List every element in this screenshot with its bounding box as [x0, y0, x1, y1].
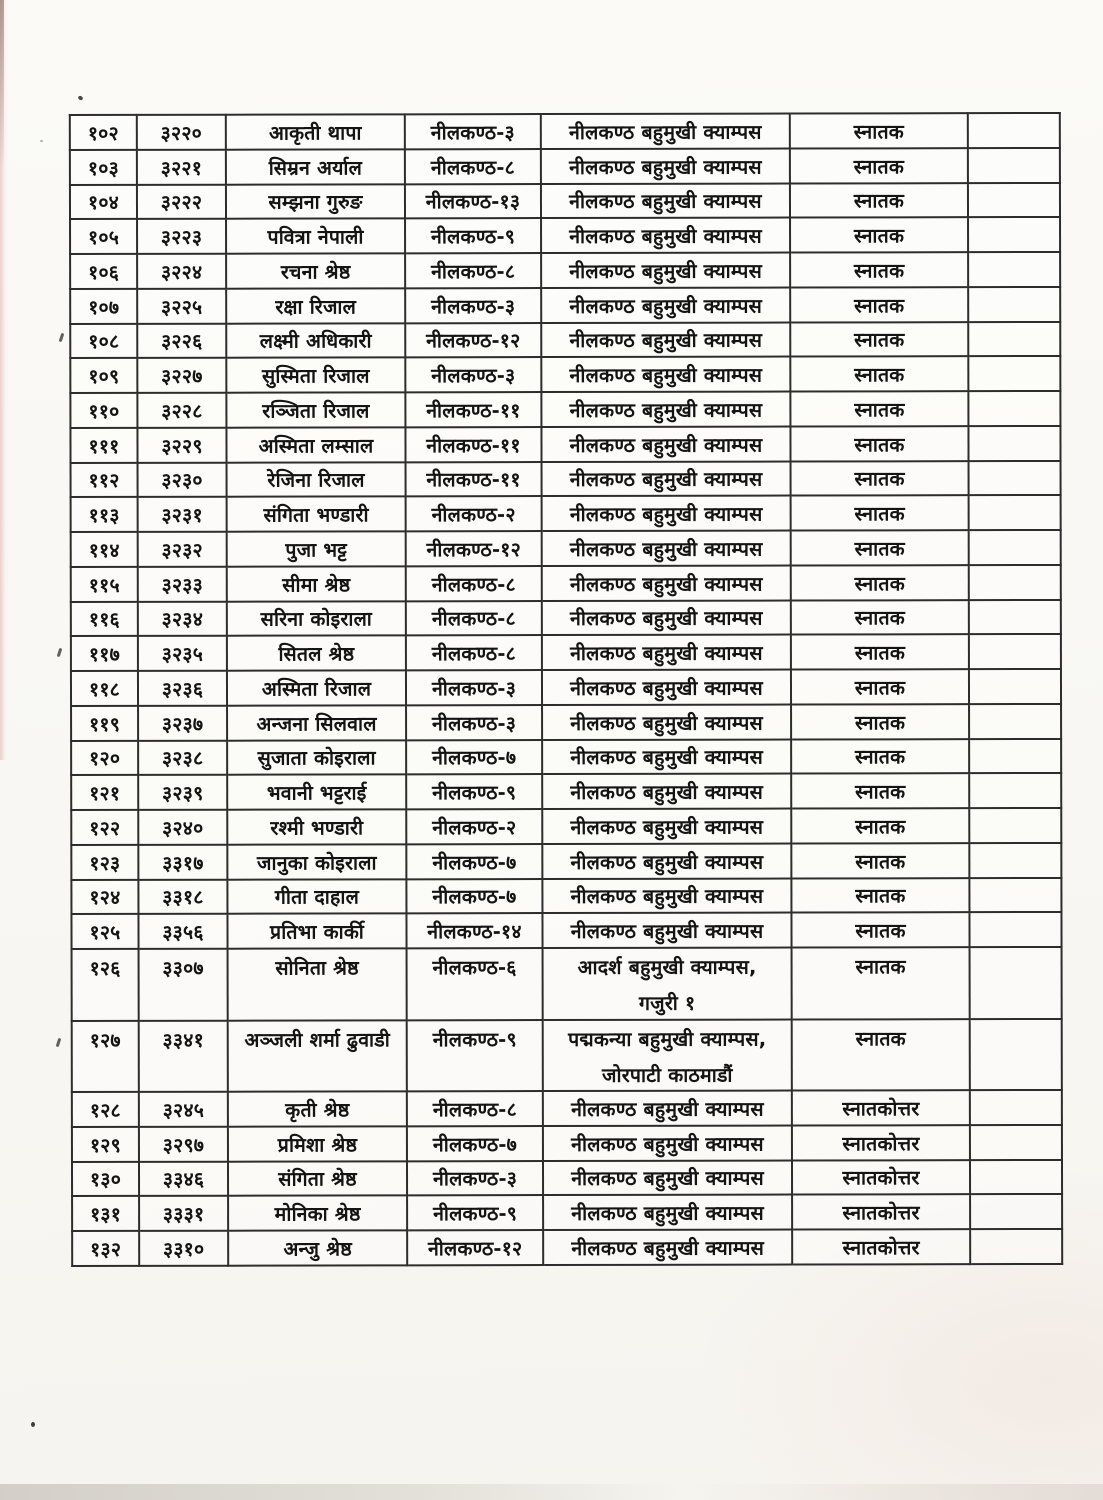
sn-cell: १२२: [71, 810, 138, 845]
level-cell: स्नातक: [790, 148, 968, 183]
campus-cell: [543, 1230, 792, 1265]
remarks-cell: [970, 1018, 1062, 1090]
student-table-body: [70, 113, 1062, 1266]
sn-cell: १०५: [70, 219, 137, 254]
remarks-cell: [969, 599, 1061, 634]
table-row: [70, 356, 1060, 393]
campus-line1: नीलकण्ठ बहुमुखी क्याम्पस: [570, 676, 763, 700]
id-cell: ३२३२: [138, 532, 227, 567]
campus-line1: नीलकण्ठ बहुमुखी क्याम्पस: [569, 224, 762, 249]
name-cell: अस्मिता लम्साल: [226, 427, 405, 462]
campus-line1: नीलकण्ठ बहुमुखी क्याम्पस: [569, 189, 762, 214]
address-cell: नीलकण्ठ-७: [406, 740, 542, 775]
sn-cell: १०३: [70, 150, 137, 185]
remarks-cell: [968, 113, 1060, 148]
sn-cell: ११०: [70, 393, 137, 428]
remarks-cell: [969, 773, 1061, 808]
table-row: [70, 182, 1060, 219]
pen-tick-mark: [56, 1038, 62, 1047]
campus-cell: [541, 357, 790, 392]
level-cell: स्नातक: [790, 113, 968, 148]
remarks-cell: [970, 1090, 1062, 1125]
name-cell: पुजा भट्ट: [227, 531, 406, 566]
campus-cell: [542, 913, 791, 948]
address-cell: नीलकण्ठ-९: [407, 1020, 543, 1092]
remarks-cell: [970, 1229, 1062, 1264]
level-cell: स्नातक: [792, 1019, 970, 1091]
campus-line1: नीलकण्ठ बहुमुखी क्याम्पस: [571, 1236, 765, 1260]
sn-cell: १०६: [70, 254, 137, 289]
level-cell: स्नातक: [790, 426, 968, 461]
name-cell: सीमा श्रेष्ठ: [227, 566, 406, 601]
name-cell: सुस्मिता रिजाल: [226, 358, 405, 393]
campus-cell: [541, 322, 790, 357]
campus-cell: [543, 948, 792, 1020]
level-cell: स्नातक: [791, 843, 969, 878]
campus-cell: [543, 1091, 792, 1126]
campus-cell: [542, 461, 791, 496]
campus-cell: [541, 287, 790, 322]
address-cell: नीलकण्ठ-८: [406, 635, 542, 670]
level-cell: स्नातक: [790, 252, 968, 287]
level-cell: स्नातक: [791, 634, 969, 669]
campus-cell: [542, 774, 791, 809]
remarks-cell: [969, 634, 1061, 669]
address-cell: नीलकण्ठ-८: [405, 253, 541, 288]
sn-cell: ११६: [71, 601, 138, 636]
name-cell: संगिता श्रेष्ठ: [228, 1161, 407, 1196]
pen-tick-mark: [57, 648, 63, 657]
remarks-cell: [969, 704, 1061, 739]
remarks-cell: [968, 426, 1060, 461]
level-cell: स्नातक: [791, 773, 969, 808]
level-cell: स्नातक: [791, 878, 969, 913]
id-cell: ३२३६: [138, 671, 227, 706]
id-cell: ३२२९: [137, 427, 226, 462]
sn-cell: १०९: [70, 358, 137, 393]
address-cell: नीलकण्ठ-१२: [406, 531, 542, 566]
table-row: [70, 252, 1060, 289]
remarks-cell: [968, 252, 1060, 287]
level-cell: स्नातक: [791, 461, 969, 496]
sn-cell: ११९: [71, 706, 138, 741]
remarks-cell: [969, 912, 1061, 947]
remarks-cell: [970, 1159, 1062, 1194]
ink-speck: [40, 140, 43, 142]
sn-cell: १२७: [72, 1020, 139, 1092]
level-cell: स्नातक: [791, 704, 969, 739]
campus-line1: नीलकण्ठ बहुमुखी क्याम्पस: [570, 711, 763, 735]
level-cell: स्नातक: [791, 600, 969, 635]
id-cell: ३२३९: [138, 775, 227, 810]
level-cell: स्नातक: [792, 947, 970, 1019]
sn-cell: ११४: [71, 532, 138, 567]
remarks-cell: [968, 356, 1060, 391]
address-cell: नीलकण्ठ-३: [405, 357, 541, 392]
sn-cell: १०४: [70, 184, 137, 219]
sn-cell: ११३: [71, 497, 138, 532]
ink-speck: [31, 1422, 35, 1427]
campus-cell: [542, 809, 791, 844]
table-row: [71, 843, 1061, 880]
address-cell: नीलकण्ठ-३: [406, 705, 542, 740]
id-cell: ३३१७: [138, 844, 227, 879]
id-cell: ३२२८: [137, 393, 226, 428]
campus-line1: नीलकण्ठ बहुमुखी क्याम्पस: [569, 398, 763, 422]
address-cell: नीलकण्ठ-७: [406, 844, 542, 879]
campus-cell: [542, 843, 791, 878]
campus-cell: [542, 739, 791, 774]
campus-cell: [541, 426, 790, 461]
id-cell: ३२९७: [139, 1126, 228, 1161]
name-cell: अञ्जली शर्मा ढुवाडी: [228, 1020, 407, 1092]
remarks-cell: [968, 287, 1060, 322]
level-cell: स्नातक: [791, 565, 969, 600]
campus-cell: [541, 392, 790, 427]
name-cell: सुजाता कोइराला: [227, 740, 406, 775]
campus-line1: नीलकण्ठ बहुमुखी क्याम्पस: [568, 120, 762, 144]
table-row: [71, 460, 1061, 497]
campus-line1: नीलकण्ठ बहुमुखी क्याम्पस: [570, 780, 764, 805]
id-cell: ३२२७: [137, 358, 226, 393]
campus-cell: [541, 148, 790, 183]
id-cell: ३३०७: [139, 949, 228, 1021]
level-cell: स्नातक: [791, 495, 969, 530]
campus-cell: [542, 531, 791, 566]
address-cell: नीलकण्ठ-३: [407, 1161, 543, 1196]
id-cell: ३३४१: [139, 1020, 228, 1092]
level-cell: स्नातकोत्तर: [792, 1160, 970, 1195]
remarks-cell: [968, 182, 1060, 217]
campus-line1: नीलकण्ठ बहुमुखी क्याम्पस: [571, 1166, 764, 1191]
name-cell: सितल श्रेष्ठ: [227, 636, 406, 671]
name-cell: प्रतिभा कार्की: [227, 914, 406, 949]
id-cell: ३२३०: [138, 462, 227, 497]
campus-cell: [542, 704, 791, 739]
id-cell: ३३४६: [139, 1161, 228, 1196]
level-cell: स्नातक: [790, 183, 968, 218]
name-cell: रश्मी भण्डारी: [227, 809, 406, 844]
name-cell: रेजिना रिजाल: [227, 462, 406, 497]
campus-line1: नीलकण्ठ बहुमुखी क्याम्पस: [569, 537, 763, 561]
level-cell: स्नातकोत्तर: [792, 1090, 970, 1125]
campus-line1: नीलकण्ठ बहुमुखी क्याम्पस: [569, 502, 763, 527]
remarks-cell: [968, 321, 1060, 356]
address-cell: नीलकण्ठ-३: [405, 114, 541, 149]
id-cell: ३२३७: [138, 705, 227, 740]
id-cell: ३२४५: [139, 1092, 228, 1127]
campus-cell: [542, 635, 791, 670]
sn-cell: १२८: [72, 1092, 139, 1127]
table-row: [72, 947, 1062, 1021]
name-cell: मोनिका श्रेष्ठ: [228, 1196, 407, 1231]
campus-line1: नीलकण्ठ बहुमुखी क्याम्पस: [569, 572, 763, 596]
name-cell: रचना श्रेष्ठ: [226, 253, 405, 288]
address-cell: नीलकण्ठ-९: [405, 218, 541, 253]
address-cell: नीलकण्ठ-१३: [405, 184, 541, 219]
table-row: [72, 1229, 1062, 1266]
sn-cell: १३१: [72, 1196, 139, 1231]
campus-line1: नीलकण्ठ बहुमुखी क्याम्पस: [569, 328, 763, 353]
table-row: [71, 634, 1061, 671]
address-cell: नीलकण्ठ-१२: [405, 323, 541, 358]
sn-cell: १०८: [70, 323, 137, 358]
address-cell: नीलकण्ठ-११: [406, 462, 542, 497]
campus-line1: नीलकण्ठ बहुमुखी क्याम्पस: [570, 919, 764, 944]
remarks-cell: [968, 391, 1060, 426]
address-cell: नीलकण्ठ-७: [407, 1126, 543, 1161]
table-row: [72, 1125, 1062, 1162]
campus-cell: [543, 1160, 792, 1195]
table-row: [70, 217, 1060, 254]
remarks-cell: [969, 530, 1061, 565]
campus-line1: नीलकण्ठ बहुमुखी क्याम्पस: [569, 259, 762, 283]
campus-line1: पद्मकन्या बहुमुखी क्याम्पस,: [568, 1027, 767, 1051]
remarks-cell: [969, 669, 1061, 704]
address-cell: नीलकण्ठ-२: [406, 809, 542, 844]
remarks-cell: [970, 947, 1062, 1019]
ink-speck: [77, 95, 83, 101]
campus-line1: नीलकण्ठ बहुमुखी क्याम्पस: [570, 641, 763, 666]
sn-cell: १२०: [71, 740, 138, 775]
name-cell: सोनिता श्रेष्ठ: [228, 948, 407, 1020]
remarks-cell: [969, 460, 1061, 495]
level-cell: स्नातक: [790, 322, 968, 357]
id-cell: ३३३१: [139, 1196, 228, 1231]
remarks-cell: [969, 495, 1061, 530]
table-row: [72, 1159, 1062, 1196]
table-row: [71, 530, 1061, 567]
id-cell: ३३१८: [138, 879, 227, 914]
campus-line1: नीलकण्ठ बहुमुखी क्याम्पस: [569, 433, 763, 457]
id-cell: ३३५६: [138, 914, 227, 949]
campus-line1: नीलकण्ठ बहुमुखी क्याम्पस: [571, 1132, 764, 1156]
sn-cell: १२९: [72, 1127, 139, 1162]
id-cell: ३२३५: [138, 636, 227, 671]
table-row: [72, 1090, 1062, 1127]
name-cell: सम्झना गुरुङ: [226, 184, 405, 219]
campus-cell: [541, 218, 790, 253]
sn-cell: १०७: [70, 289, 137, 324]
table-row: [70, 148, 1060, 185]
address-cell: नीलकण्ठ-८: [405, 149, 541, 184]
level-cell: स्नातक: [791, 739, 969, 774]
level-cell: स्नातक: [791, 808, 969, 843]
campus-line1: नीलकण्ठ बहुमुखी क्याम्पस: [569, 155, 762, 179]
campus-line1: नीलकण्ठ बहुमुखी क्याम्पस: [570, 884, 764, 909]
sn-cell: १२६: [72, 949, 139, 1021]
level-cell: स्नातक: [791, 912, 969, 947]
table-row: [71, 704, 1061, 741]
level-cell: स्नातक: [791, 669, 969, 704]
table-row: [71, 599, 1061, 636]
pen-tick-mark: [59, 333, 65, 342]
address-cell: नीलकण्ठ-३: [405, 288, 541, 323]
campus-line1: नीलकण्ठ बहुमुखी क्याम्पस: [569, 363, 763, 388]
level-cell: स्नातकोत्तर: [792, 1194, 970, 1229]
remarks-cell: [969, 843, 1061, 878]
remarks-cell: [969, 738, 1061, 773]
address-cell: नीलकण्ठ-१२: [407, 1230, 543, 1265]
campus-line1: नीलकण्ठ बहुमुखी क्याम्पस: [570, 815, 764, 839]
table-row: [71, 773, 1061, 810]
campus-cell: [541, 114, 790, 149]
sn-cell: १३२: [72, 1231, 139, 1266]
sn-cell: १३०: [72, 1161, 139, 1196]
campus-cell: [542, 670, 791, 705]
remarks-cell: [970, 1125, 1062, 1160]
sn-cell: १२४: [71, 879, 138, 914]
name-cell: भवानी भट्टराई: [227, 775, 406, 810]
address-cell: नीलकण्ठ-२: [406, 496, 542, 531]
id-cell: ३२३८: [138, 740, 227, 775]
campus-cell: [541, 253, 790, 288]
table-row: [71, 808, 1061, 845]
address-cell: नीलकण्ठ-७: [406, 879, 542, 914]
id-cell: ३२२०: [137, 115, 226, 150]
table-row: [71, 495, 1061, 532]
sn-cell: १०२: [70, 115, 137, 150]
campus-line1: नीलकण्ठ बहुमुखी क्याम्पस: [571, 1201, 764, 1226]
level-cell: स्नातक: [790, 356, 968, 391]
table-row: [71, 565, 1061, 602]
level-cell: स्नातक: [790, 391, 968, 426]
name-cell: रक्षा रिजाल: [226, 288, 405, 323]
campus-cell: [543, 1019, 792, 1091]
campus-line1: नीलकण्ठ बहुमुखी क्याम्पस: [569, 467, 763, 492]
name-cell: आकृती थापा: [226, 114, 405, 149]
campus-cell: [542, 600, 791, 635]
campus-cell: [542, 565, 791, 600]
address-cell: नीलकण्ठ-८: [406, 566, 542, 601]
id-cell: ३२४०: [138, 810, 227, 845]
campus-line1: नीलकण्ठ बहुमुखी क्याम्पस: [569, 294, 763, 318]
name-cell: संगिता भण्डारी: [227, 497, 406, 532]
scan-edge-artifact-bottom: [0, 1484, 1103, 1500]
sn-cell: ११७: [71, 636, 138, 671]
name-cell: पवित्रा नेपाली: [226, 219, 405, 254]
sn-cell: १११: [70, 428, 137, 463]
id-cell: ३२३३: [138, 566, 227, 601]
name-cell: कृती श्रेष्ठ: [228, 1091, 407, 1126]
name-cell: अस्मिता रिजाल: [227, 670, 406, 705]
id-cell: ३३१०: [139, 1231, 228, 1266]
name-cell: अन्जना सिलवाल: [227, 705, 406, 740]
id-cell: ३२२१: [137, 149, 226, 184]
address-cell: नीलकण्ठ-६: [407, 948, 543, 1020]
campus-line1: नीलकण्ठ बहुमुखी क्याम्पस: [570, 745, 763, 770]
name-cell: रञ्जिता रिजाल: [226, 392, 405, 427]
table-row: [71, 877, 1061, 914]
remarks-cell: [969, 808, 1061, 843]
sn-cell: ११५: [71, 567, 138, 602]
name-cell: सरिना कोइराला: [227, 601, 406, 636]
remarks-cell: [969, 877, 1061, 912]
table-row: [70, 426, 1060, 463]
remarks-cell: [970, 1194, 1062, 1229]
campus-line2: गजुरी १: [638, 991, 696, 1015]
remarks-cell: [968, 217, 1060, 252]
name-cell: लक्ष्मी अधिकारी: [226, 323, 405, 358]
address-cell: नीलकण्ठ-८: [407, 1091, 543, 1126]
address-cell: नीलकण्ठ-३: [406, 670, 542, 705]
sn-cell: १२१: [71, 775, 138, 810]
level-cell: स्नातकोत्तर: [792, 1229, 970, 1264]
table-row: [70, 391, 1060, 428]
address-cell: नीलकण्ठ-९: [407, 1195, 543, 1230]
address-cell: नीलकण्ठ-८: [406, 601, 542, 636]
id-cell: ३२२५: [137, 288, 226, 323]
scan-edge-shadow: [0, 0, 4, 170]
level-cell: स्नातक: [790, 287, 968, 322]
table-row: [70, 113, 1060, 150]
campus-cell: [543, 1125, 792, 1160]
remarks-cell: [969, 565, 1061, 600]
id-cell: ३२३१: [138, 497, 227, 532]
address-cell: नीलकण्ठ-९: [406, 774, 542, 809]
level-cell: स्नातक: [791, 530, 969, 565]
id-cell: ३२२६: [137, 323, 226, 358]
sn-cell: १२३: [71, 845, 138, 880]
name-cell: अन्जु श्रेष्ठ: [228, 1230, 407, 1265]
table-row: [72, 1018, 1062, 1092]
table-row: [71, 669, 1061, 706]
campus-line1: नीलकण्ठ बहुमुखी क्याम्पस: [571, 1097, 764, 1121]
campus-cell: [542, 878, 791, 913]
campus-cell: [542, 496, 791, 531]
campus-line1: नीलकण्ठ बहुमुखी क्याम्पस: [570, 606, 763, 631]
campus-line1: आदर्श बहुमुखी क्याम्पस,: [577, 955, 757, 979]
address-cell: नीलकण्ठ-१४: [406, 913, 542, 948]
name-cell: जानुका कोइराला: [227, 844, 406, 879]
name-cell: गीता दाहाल: [227, 879, 406, 914]
id-cell: ३२३४: [138, 601, 227, 636]
campus-line2: जोरपाटी काठमाडौं: [601, 1063, 733, 1087]
sn-cell: ११८: [71, 671, 138, 706]
address-cell: नीलकण्ठ-११: [405, 392, 541, 427]
level-cell: स्नातक: [790, 217, 968, 252]
campus-cell: [543, 1195, 792, 1230]
level-cell: स्नातकोत्तर: [792, 1125, 970, 1160]
name-cell: सिम्रन अर्याल: [226, 149, 405, 184]
table-row: [70, 287, 1060, 324]
id-cell: ३२२३: [137, 219, 226, 254]
table-row: [71, 912, 1061, 949]
id-cell: ३२२२: [137, 184, 226, 219]
student-list-table: [69, 112, 1063, 1267]
table-row: [70, 321, 1060, 358]
remarks-cell: [968, 148, 1060, 183]
table-row: [72, 1194, 1062, 1231]
address-cell: नीलकण्ठ-११: [405, 427, 541, 462]
name-cell: प्रमिशा श्रेष्ठ: [228, 1126, 407, 1161]
sn-cell: १२५: [71, 914, 138, 949]
table-row: [71, 738, 1061, 775]
id-cell: ३२२४: [137, 254, 226, 289]
sn-cell: ११२: [71, 462, 138, 497]
campus-line1: नीलकण्ठ बहुमुखी क्याम्पस: [570, 850, 764, 874]
campus-cell: [541, 183, 790, 218]
